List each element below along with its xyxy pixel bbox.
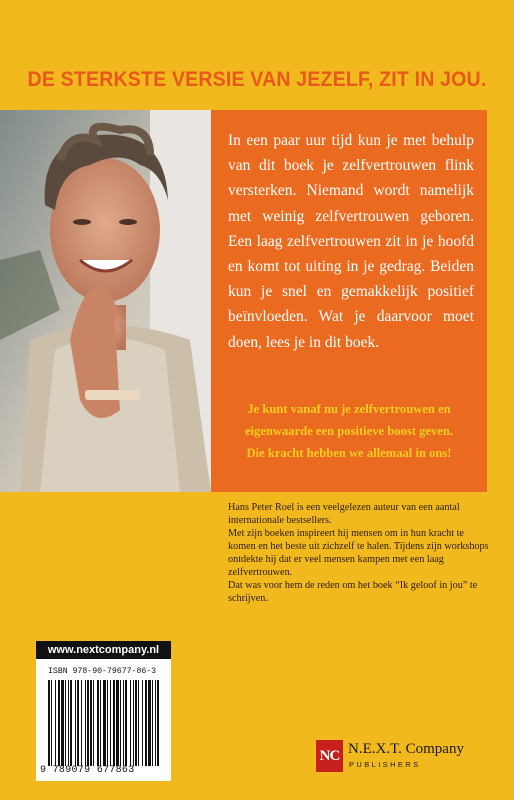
barcode-bar (155, 680, 156, 766)
barcode-bar (142, 680, 143, 766)
website-url: www.nextcompany.nl (36, 641, 171, 659)
publisher-name: N.E.X.T. Company (348, 741, 464, 757)
barcode-bar (152, 680, 153, 766)
isbn-number: ISBN 978-90-79677-86-3 (48, 667, 157, 676)
barcode-bar (110, 680, 111, 766)
bio-paragraph: Hans Peter Roel is een veelgelezen auteur van een aantal internationale bestsellers. (228, 502, 460, 526)
author-bio (228, 501, 490, 605)
ean-digits: 9 789079 677863 (40, 765, 135, 776)
barcode-bar (145, 680, 147, 766)
barcode-bar (138, 680, 139, 766)
barcode-bar (68, 680, 69, 766)
barcode-bar (85, 680, 86, 766)
barcode-bar (97, 680, 99, 766)
barcode-bar (103, 680, 106, 766)
publisher-logo-icon: NC (316, 740, 343, 772)
barcode-bar (130, 680, 131, 766)
highlight-text (214, 398, 484, 464)
barcode-bar (81, 680, 82, 766)
barcode-bar (113, 680, 115, 766)
highlight-line: eigenwaarde een positieve boost geven. (244, 424, 454, 438)
barcode-bar (148, 680, 151, 766)
bio-paragraph: Dat was voor hem de reden om het boek “Ik geloof in jou” te schrijven. (228, 580, 478, 604)
barcode-bar (70, 680, 72, 766)
barcode-bar (65, 680, 66, 766)
barcode-bar (100, 680, 101, 766)
headline: DE STERKSTE VERSIE VAN JEZELF, ZIT IN JOU. (27, 68, 487, 91)
bio-paragraph: Met zijn boeken inspireert hij mensen om in hun kracht te komen en het beste uit zichzelf te halen. Tijdens zijn workshops ontdekte hij dat er veel mensen kampen met een laag zelfvertrouwen. (228, 528, 489, 578)
barcode-bar (48, 680, 50, 766)
barcode-bar (58, 680, 60, 766)
barcode-bar (75, 680, 76, 766)
author-photo (0, 110, 211, 492)
barcode-bar (77, 680, 79, 766)
barcode-bar (87, 680, 89, 766)
barcode-bar (51, 680, 52, 766)
barcode-bar (157, 680, 159, 766)
barcode-icon (48, 680, 160, 766)
barcode-bar (93, 680, 94, 766)
barcode-bar (125, 680, 127, 766)
barcode-bar (55, 680, 56, 766)
highlight-line: Die kracht hebben we allemaal in ons! (246, 446, 452, 460)
highlight-line: Je kunt vanaf nu je zelfvertrouwen en (247, 402, 451, 416)
blurb-text: In een paar uur tijd kun je met behulp van dit boek je zelfvertrouwen flink versterken. Niemand wordt namelijk met weinig zelfvertrouwen geboren. Een laag zelfvertrouwen zit in je hoofd en komt tot uiting in je gedrag. Beiden kun je snel en gemakkelijk positief beïnvloeden. Wat je daarvoor moet doen, lees je in dit boek. (228, 132, 474, 351)
barcode-bar (61, 680, 64, 766)
barcode-bar (107, 680, 108, 766)
barcode-bar (120, 680, 121, 766)
barcode-bar (116, 680, 119, 766)
barcode-box (36, 641, 171, 781)
barcode-bar (90, 680, 92, 766)
publisher-subtitle: PUBLISHERS (349, 760, 421, 769)
barcode-bar (135, 680, 137, 766)
barcode-bar (133, 680, 134, 766)
publisher-logo-block (316, 740, 486, 772)
barcode-bar (123, 680, 124, 766)
